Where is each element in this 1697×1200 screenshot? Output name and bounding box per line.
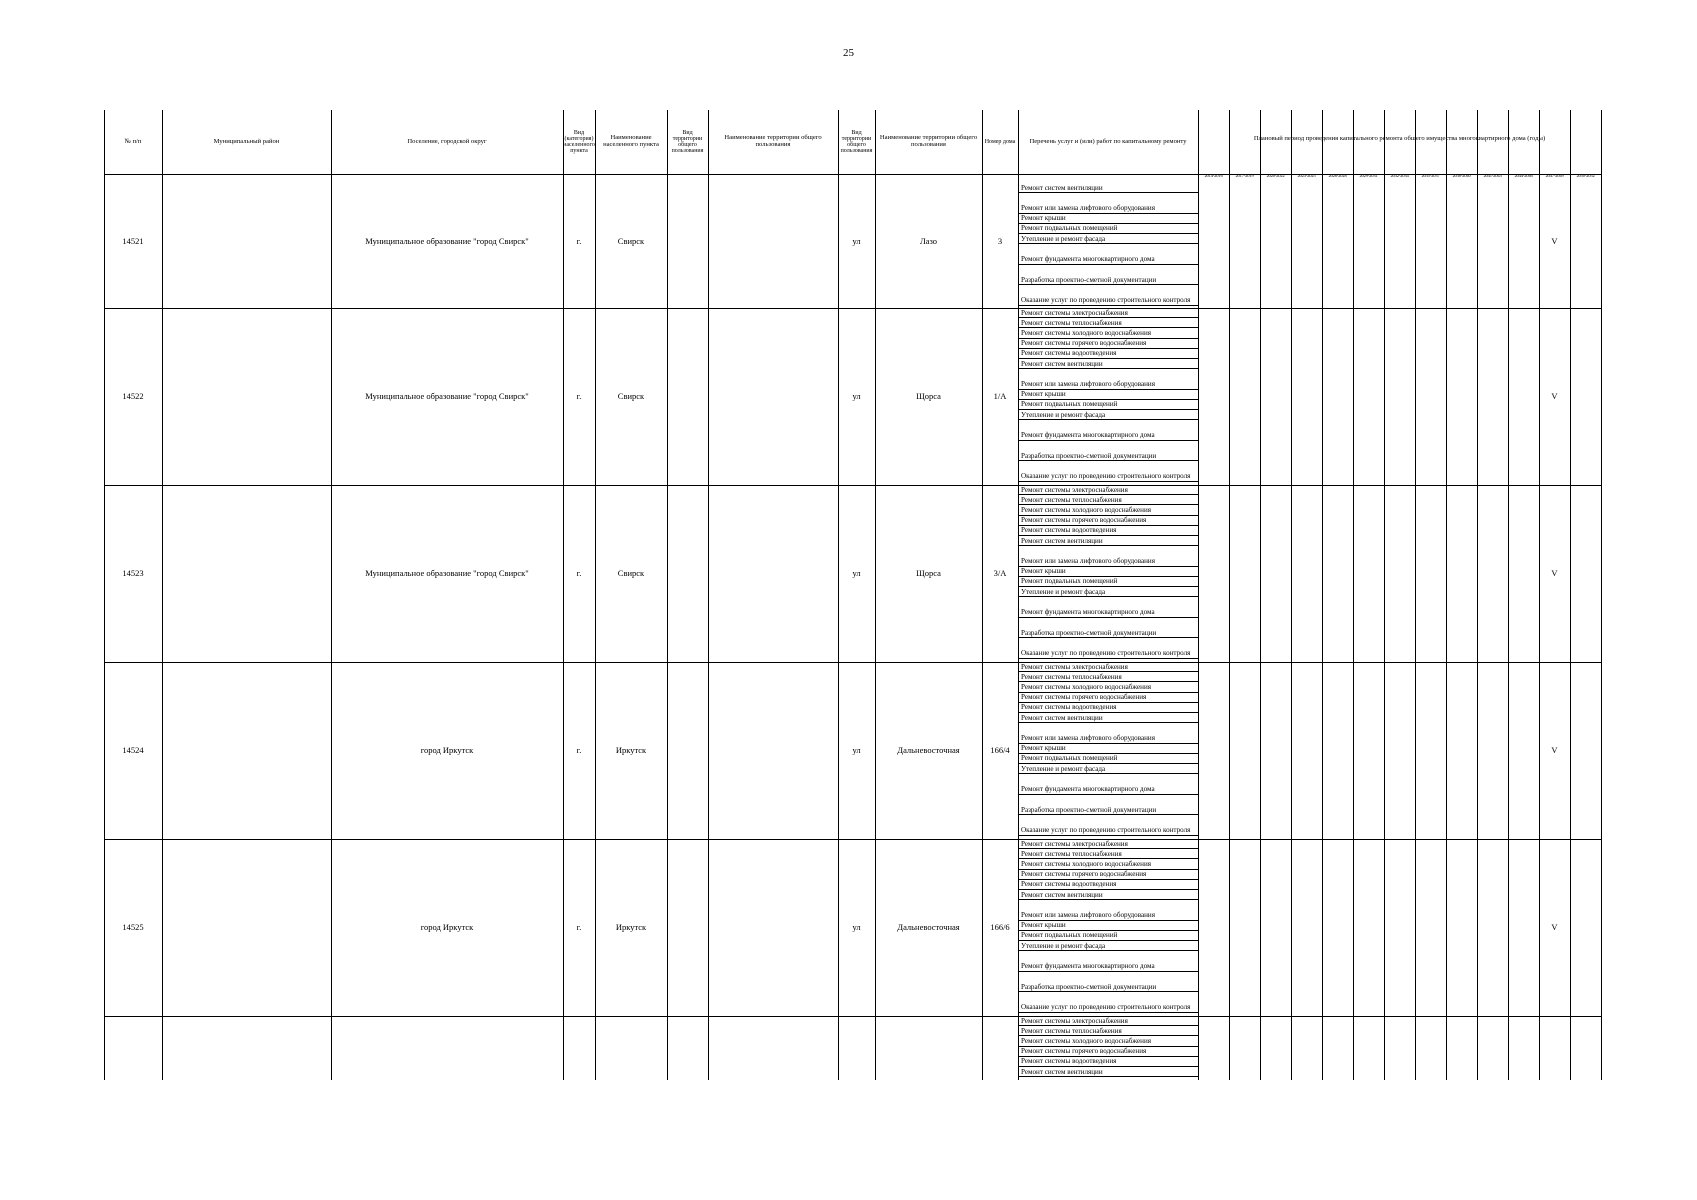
work-item: Разработка проектно-сметной документации [1018, 972, 1198, 993]
cell-locality-name: Иркутск [615, 922, 647, 933]
work-item: Ремонт системы горячего водоснабжения [1018, 870, 1198, 880]
cell-num: 14525 [122, 922, 144, 933]
work-item: Оказание услуг по проведению строительного контроля [1018, 285, 1198, 306]
cell-street-name: Щорса [916, 391, 941, 402]
work-item: Ремонт системы теплоснабжения [1018, 672, 1198, 682]
work-item: Ремонт систем вентиляции [1018, 183, 1198, 193]
work-item: Ремонт систем вентиляции [1018, 536, 1198, 546]
work-item: Ремонт системы теплоснабжения [1018, 849, 1198, 859]
work-item: Ремонт системы электроснабжения [1018, 662, 1198, 672]
work-item: Ремонт крыши [1018, 214, 1198, 224]
cell-house: 3/А [993, 568, 1007, 579]
work-item: Ремонт системы электроснабжения [1018, 485, 1198, 495]
year-header: 2035-2037 [1421, 174, 1440, 178]
year-header: 2038-2040 [1452, 174, 1471, 178]
year-header: 2044-2046 [1514, 174, 1533, 178]
cell-locality-name: Иркутск [615, 745, 647, 756]
work-item: Оказание услуг по проведению строительного контроля [1018, 638, 1198, 659]
column-line [1353, 110, 1354, 1080]
header-settlement: Поселение, городской округ [407, 137, 487, 145]
work-item: Ремонт или замена лифтового оборудования [1018, 546, 1198, 567]
work-item: Ремонт фундамента многоквартирного дома [1018, 597, 1198, 618]
page-number: 25 [843, 47, 854, 59]
cell-num: 14522 [122, 391, 144, 402]
work-item: Ремонт или замена лифтового оборудования [1018, 900, 1198, 921]
work-item: Разработка проектно-сметной документации [1018, 795, 1198, 816]
year-header: 2047-2049 [1545, 174, 1564, 178]
header-locality-type: Вид (категория) населенного пункта [563, 130, 595, 154]
work-item: Оказание услуг по проведению строительного контроля [1018, 815, 1198, 836]
column-line [1384, 110, 1385, 1080]
column-line [1477, 110, 1478, 1080]
column-line [1446, 110, 1447, 1080]
work-item: Утепление и ремонт фасада [1018, 941, 1198, 951]
work-item: Ремонт системы электроснабжения [1018, 839, 1198, 849]
work-item: Ремонт системы горячего водоснабжения [1018, 1047, 1198, 1057]
year-header: 2026-2028 [1328, 174, 1347, 178]
column-line [1198, 110, 1199, 1080]
work-item: Ремонт крыши [1018, 567, 1198, 577]
column-line [1322, 110, 1323, 1080]
work-item: Ремонт фундамента многоквартирного дома [1018, 244, 1198, 265]
work-item: Ремонт крыши [1018, 921, 1198, 931]
cell-settlement: Муниципальное образование "город Свирск" [365, 235, 529, 246]
year-header: 2017-2019 [1235, 174, 1254, 178]
work-item: Ремонт фундамента многоквартирного дома [1018, 774, 1198, 795]
cell-street-name: Щорса [916, 568, 941, 579]
cell-locality-type: г. [576, 235, 582, 246]
header-district: Муниципальный район [213, 137, 280, 145]
work-item: Ремонт системы холодного водоснабжения [1018, 328, 1198, 338]
work-item: Разработка проектно-сметной документации [1018, 618, 1198, 639]
cell-settlement: Муниципальное образование "город Свирск" [365, 391, 529, 402]
header-period: Плановый период проведения капитального ремонта общего имущества многоквартирного дома (годы) [1253, 134, 1546, 142]
year-header: 2020-2022 [1266, 174, 1285, 178]
work-item: Ремонт фундамента многоквартирного дома [1018, 420, 1198, 441]
work-item: Ремонт систем вентиляции [1018, 713, 1198, 723]
cell-house: 166/4 [990, 745, 1010, 756]
work-item: Ремонт системы теплоснабжения [1018, 495, 1198, 505]
cell-street-type: ул [852, 568, 861, 579]
cell-house: 3 [997, 235, 1003, 246]
work-item: Ремонт систем вентиляции [1018, 890, 1198, 900]
work-item: Ремонт или замена лифтового оборудования [1018, 369, 1198, 390]
work-item: Ремонт системы водоотведения [1018, 349, 1198, 359]
work-item: Ремонт фундамента многоквартирного дома [1018, 951, 1198, 972]
work-item: Ремонт системы теплоснабжения [1018, 318, 1198, 328]
work-item: Ремонт крыши [1018, 744, 1198, 754]
work-item: Ремонт системы холодного водоснабжения [1018, 682, 1198, 692]
work-item: Ремонт подвальных помещений [1018, 224, 1198, 234]
work-item: Утепление и ремонт фасада [1018, 587, 1198, 597]
work-item: Ремонт системы горячего водоснабжения [1018, 693, 1198, 703]
row-line [104, 1016, 1601, 1017]
cell-locality-name: Свирск [617, 391, 645, 402]
cell-settlement: город Иркутск [420, 745, 474, 756]
work-item: Ремонт систем вентиляции [1018, 1067, 1198, 1077]
column-line [708, 110, 709, 1080]
cell-num: 14524 [122, 745, 144, 756]
year-header: 2023-2025 [1297, 174, 1316, 178]
plan-mark: V [1551, 745, 1558, 756]
cell-num: 14521 [122, 235, 144, 246]
cell-locality-type: г. [576, 745, 582, 756]
year-header: 2014-2016 [1204, 174, 1223, 178]
work-item: Утепление и ремонт фасада [1018, 410, 1198, 420]
column-line [1291, 110, 1292, 1080]
header-house: Номер дома [984, 139, 1016, 145]
work-item: Ремонт подвальных помещений [1018, 931, 1198, 941]
work-item: Ремонт крыши [1018, 390, 1198, 400]
year-header: 2041-2043 [1483, 174, 1502, 178]
cell-settlement: Муниципальное образование "город Свирск" [365, 568, 529, 579]
cell-num: 14523 [122, 568, 144, 579]
work-item: Ремонт системы водоотведения [1018, 703, 1198, 713]
header-territory-type: Вид территории общего пользования [671, 130, 704, 154]
cell-street-name: Дальневосточная [897, 922, 960, 933]
work-item: Ремонт системы горячего водоснабжения [1018, 339, 1198, 349]
cell-settlement: город Иркутск [420, 922, 474, 933]
cell-locality-type: г. [576, 391, 582, 402]
cell-street-type: ул [852, 235, 861, 246]
cell-locality-type: г. [576, 568, 582, 579]
column-line [1601, 110, 1602, 1080]
year-header: 2032-2034 [1390, 174, 1409, 178]
plan-mark: V [1551, 235, 1558, 246]
cell-locality-name: Свирск [617, 568, 645, 579]
cell-street-type: ул [852, 922, 861, 933]
cell-street-type: ул [852, 391, 861, 402]
header-works: Перечень услуг и (или) работ по капитальному ремонту [1029, 137, 1187, 145]
work-item: Ремонт подвальных помещений [1018, 400, 1198, 410]
cell-locality-type: г. [576, 922, 582, 933]
work-item: Ремонт или замена лифтового оборудования [1018, 193, 1198, 214]
work-item: Ремонт системы водоотведения [1018, 1057, 1198, 1067]
work-item: Оказание услуг по проведению строительного контроля [1018, 461, 1198, 482]
work-item: Ремонт системы электроснабжения [1018, 308, 1198, 318]
plan-mark: V [1551, 922, 1558, 933]
header-locality-name: Наименование населенного пункта [603, 134, 659, 148]
header-street-type: Вид территории общего пользования [840, 130, 873, 154]
cell-locality-name: Свирск [617, 235, 645, 246]
work-item: Ремонт системы холодного водоснабжения [1018, 859, 1198, 869]
work-item: Ремонт системы теплоснабжения [1018, 1026, 1198, 1036]
column-line [1570, 110, 1571, 1080]
header-territory-name: Наименование территории общего пользования [724, 134, 822, 148]
work-item: Ремонт системы электроснабжения [1018, 1016, 1198, 1026]
work-item: Ремонт подвальных помещений [1018, 577, 1198, 587]
cell-street-type: ул [852, 745, 861, 756]
year-header: 2050-2052 [1576, 174, 1595, 178]
cell-house: 1/А [993, 391, 1007, 402]
work-item: Утепление и ремонт фасада [1018, 764, 1198, 774]
header-street-name: Наименование территории общего пользования [879, 134, 978, 148]
column-line [1415, 110, 1416, 1080]
work-item: Ремонт системы водоотведения [1018, 880, 1198, 890]
work-item: Оказание услуг по проведению строительного контроля [1018, 992, 1198, 1013]
work-item: Утепление и ремонт фасада [1018, 234, 1198, 244]
plan-mark: V [1551, 391, 1558, 402]
year-header: 2029-2031 [1359, 174, 1378, 178]
column-line [667, 110, 668, 1080]
work-item: Ремонт подвальных помещений [1018, 754, 1198, 764]
plan-mark: V [1551, 568, 1558, 579]
work-item: Ремонт системы горячего водоснабжения [1018, 516, 1198, 526]
work-item: Ремонт системы холодного водоснабжения [1018, 1036, 1198, 1046]
work-item: Разработка проектно-сметной документации [1018, 265, 1198, 286]
cell-street-name: Дальневосточная [897, 745, 960, 756]
work-item: Ремонт системы холодного водоснабжения [1018, 505, 1198, 515]
cell-house: 166/6 [990, 922, 1010, 933]
work-item: Ремонт или замена лифтового оборудования [1018, 723, 1198, 744]
work-item: Ремонт системы водоотведения [1018, 526, 1198, 536]
work-item: Разработка проектно-сметной документации [1018, 441, 1198, 462]
header-num: № п/п [124, 137, 142, 145]
column-line [1229, 110, 1230, 1080]
column-line [1508, 110, 1509, 1080]
work-item: Ремонт систем вентиляции [1018, 359, 1198, 369]
cell-street-name: Лазо [919, 235, 938, 246]
column-line [1260, 110, 1261, 1080]
column-line [162, 110, 163, 1080]
